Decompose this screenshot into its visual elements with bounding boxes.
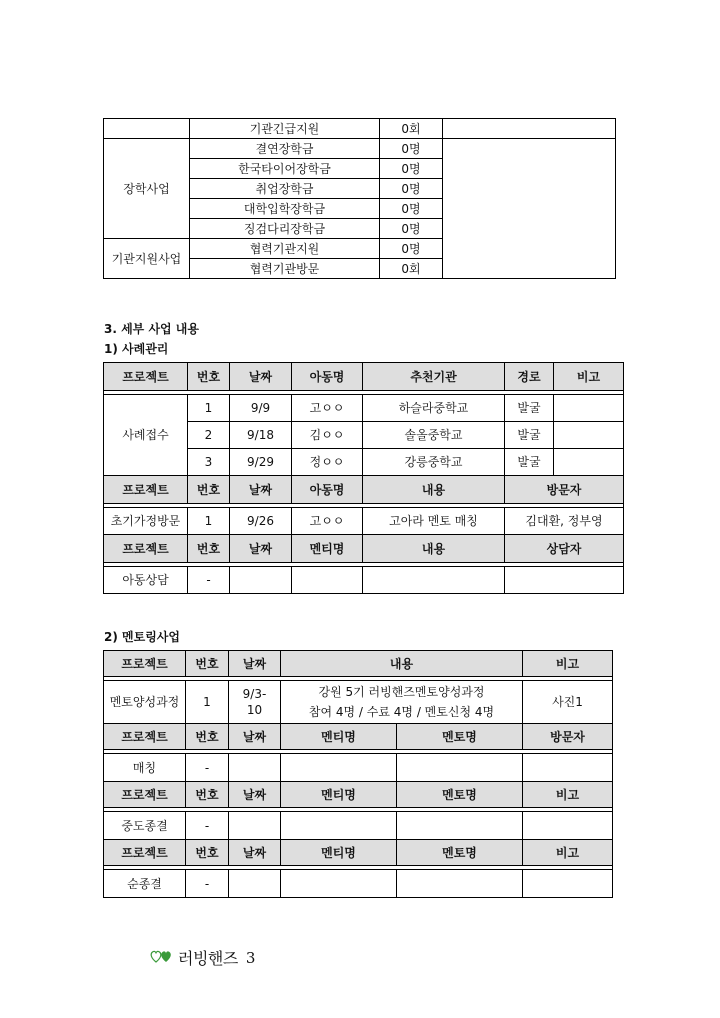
mentee-cell <box>281 870 397 898</box>
project-cell: 아동상담 <box>104 567 188 594</box>
sub-item-cell: 징검다리장학금 <box>190 219 380 239</box>
visitor-cell: 김대환, 정부영 <box>505 508 624 535</box>
number-cell: - <box>188 567 230 594</box>
table-row <box>104 754 613 782</box>
header-cell: 날짜 <box>229 840 281 866</box>
count-cell: 0명 <box>380 199 443 219</box>
route-cell: 발굴 <box>505 449 554 476</box>
date-cell <box>229 681 281 724</box>
date-cell: 9/18 <box>230 422 292 449</box>
header-cell: 내용 <box>363 476 505 504</box>
note-cell <box>443 119 616 139</box>
content-line: 참여 4명 / 수료 4명 / 멘토신청 4명 <box>308 705 495 719</box>
number-cell: 1 <box>188 395 230 422</box>
header-cell: 번호 <box>188 363 230 391</box>
note-cell <box>554 449 624 476</box>
note-cell <box>523 812 613 840</box>
header-cell: 멘티명 <box>281 782 397 808</box>
header-row <box>104 840 613 866</box>
content-cell <box>281 681 523 724</box>
sub-item-cell: 대학입학장학금 <box>190 199 380 219</box>
date-cell <box>229 812 281 840</box>
agency-cell: 강릉중학교 <box>363 449 505 476</box>
child-name-cell: 고ㅇㅇ <box>292 395 363 422</box>
header-cell: 날짜 <box>229 782 281 808</box>
sub-item-cell: 협력기관방문 <box>190 259 380 279</box>
mentee-cell <box>281 812 397 840</box>
count-cell: 0명 <box>380 179 443 199</box>
mentor-cell <box>397 754 523 782</box>
header-cell: 번호 <box>186 840 229 866</box>
table-row <box>104 119 616 139</box>
sub-item-cell: 기관긴급지원 <box>190 119 380 139</box>
route-cell: 발굴 <box>505 422 554 449</box>
summary-table <box>103 118 616 279</box>
header-cell: 추천기관 <box>363 363 505 391</box>
header-cell: 상담자 <box>505 535 624 563</box>
content-cell: 고아라 멘토 매칭 <box>363 508 505 535</box>
header-cell: 비고 <box>523 840 613 866</box>
child-name-cell: 고ㅇㅇ <box>292 508 363 535</box>
category-cell: 기관지원사업 <box>104 239 190 279</box>
agency-cell: 솔올중학교 <box>363 422 505 449</box>
date-cell <box>229 870 281 898</box>
date-cell <box>230 567 292 594</box>
header-row <box>104 535 624 563</box>
date-cell: 9/9 <box>230 395 292 422</box>
count-cell: 0명 <box>380 239 443 259</box>
note-cell: 사진1 <box>523 681 613 724</box>
mentor-cell <box>397 870 523 898</box>
page-number: 3 <box>245 948 256 967</box>
number-cell: - <box>186 870 229 898</box>
header-cell: 방문자 <box>523 724 613 750</box>
project-cell: 멘토양성과정 <box>104 681 186 724</box>
count-cell: 0명 <box>380 139 443 159</box>
table-row <box>104 508 624 535</box>
date-line: 10 <box>246 703 263 717</box>
project-cell: 매칭 <box>104 754 186 782</box>
header-cell: 내용 <box>363 535 505 563</box>
header-cell: 비고 <box>554 363 624 391</box>
heart-logo-icon <box>150 947 174 968</box>
header-cell: 날짜 <box>230 535 292 563</box>
header-row <box>104 476 624 504</box>
header-cell: 비고 <box>523 782 613 808</box>
header-row <box>104 363 624 391</box>
table-row <box>104 870 613 898</box>
header-cell: 멘토명 <box>397 840 523 866</box>
header-cell: 날짜 <box>230 363 292 391</box>
header-cell: 아동명 <box>292 476 363 504</box>
agency-cell: 하슬라중학교 <box>363 395 505 422</box>
mentor-cell <box>397 812 523 840</box>
header-row <box>104 782 613 808</box>
counselor-cell <box>505 567 624 594</box>
project-cell: 사례접수 <box>104 395 188 476</box>
header-cell: 멘토명 <box>397 782 523 808</box>
visitor-cell <box>523 754 613 782</box>
note-cell <box>554 395 624 422</box>
child-name-cell: 김ㅇㅇ <box>292 422 363 449</box>
note-cell <box>443 199 616 219</box>
count-cell: 0명 <box>380 159 443 179</box>
header-cell: 방문자 <box>505 476 624 504</box>
number-cell: 1 <box>188 508 230 535</box>
header-cell: 번호 <box>186 651 229 677</box>
header-row <box>104 724 613 750</box>
number-cell: 1 <box>186 681 229 724</box>
header-cell: 프로젝트 <box>104 363 188 391</box>
sub-item-cell: 협력기관지원 <box>190 239 380 259</box>
table-row <box>104 395 624 422</box>
mentoring-table <box>103 650 613 898</box>
date-cell: 9/29 <box>230 449 292 476</box>
count-cell: 0명 <box>380 219 443 239</box>
header-cell: 프로젝트 <box>104 476 188 504</box>
table-row <box>104 567 624 594</box>
category-cell <box>104 119 190 139</box>
header-cell: 멘티명 <box>281 840 397 866</box>
number-cell: - <box>186 754 229 782</box>
category-cell: 장학사업 <box>104 139 190 239</box>
case-management-table <box>103 362 624 594</box>
header-cell: 경로 <box>505 363 554 391</box>
mentee-cell <box>281 754 397 782</box>
header-cell: 번호 <box>188 476 230 504</box>
page-footer <box>150 946 255 969</box>
header-row <box>104 651 613 677</box>
number-cell: 3 <box>188 449 230 476</box>
header-cell: 비고 <box>523 651 613 677</box>
note-cell <box>523 870 613 898</box>
project-cell: 순종결 <box>104 870 186 898</box>
content-cell <box>363 567 505 594</box>
project-cell: 초기가정방문 <box>104 508 188 535</box>
count-cell: 0회 <box>380 259 443 279</box>
table-row <box>104 812 613 840</box>
header-cell: 멘티명 <box>281 724 397 750</box>
project-cell: 중도종결 <box>104 812 186 840</box>
header-cell: 아동명 <box>292 363 363 391</box>
section-title: 3. 세부 사업 내용 <box>104 322 199 336</box>
number-cell: 2 <box>188 422 230 449</box>
header-cell: 멘티명 <box>292 535 363 563</box>
note-cell <box>443 259 616 279</box>
count-cell: 0회 <box>380 119 443 139</box>
header-cell: 프로젝트 <box>104 724 186 750</box>
note-cell <box>443 159 616 179</box>
header-cell: 날짜 <box>230 476 292 504</box>
case-management-heading: 1) 사례관리 <box>104 342 169 356</box>
header-cell: 멘토명 <box>397 724 523 750</box>
header-cell: 날짜 <box>229 724 281 750</box>
route-cell: 발굴 <box>505 395 554 422</box>
table-row <box>104 681 613 724</box>
header-cell: 프로젝트 <box>104 535 188 563</box>
header-cell: 프로젝트 <box>104 651 186 677</box>
header-cell: 프로젝트 <box>104 840 186 866</box>
date-line: 9/3- <box>242 687 267 701</box>
mentoring-heading: 2) 멘토링사업 <box>104 630 180 644</box>
header-cell: 날짜 <box>229 651 281 677</box>
header-cell: 번호 <box>188 535 230 563</box>
note-cell <box>554 422 624 449</box>
header-cell: 번호 <box>186 724 229 750</box>
header-cell: 내용 <box>281 651 523 677</box>
sub-item-cell: 결연장학금 <box>190 139 380 159</box>
mentee-cell <box>292 567 363 594</box>
header-cell: 프로젝트 <box>104 782 186 808</box>
table-row <box>104 139 616 159</box>
sub-item-cell: 한국타이어장학금 <box>190 159 380 179</box>
number-cell: - <box>186 812 229 840</box>
sub-item-cell: 취업장학금 <box>190 179 380 199</box>
note-cell <box>443 139 616 159</box>
note-cell <box>443 219 616 239</box>
brand-name: 러빙핸즈 <box>178 949 238 968</box>
table-row <box>104 239 616 259</box>
date-cell <box>229 754 281 782</box>
note-cell <box>443 239 616 259</box>
date-cell: 9/26 <box>230 508 292 535</box>
child-name-cell: 정ㅇㅇ <box>292 449 363 476</box>
note-cell <box>443 179 616 199</box>
header-cell: 번호 <box>186 782 229 808</box>
content-line: 강원 5기 러빙핸즈멘토양성과정 <box>318 685 485 699</box>
